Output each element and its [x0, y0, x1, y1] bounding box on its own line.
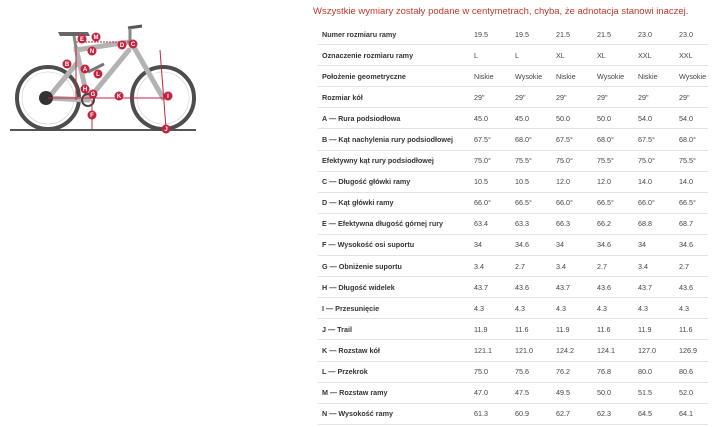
row-value: 19.5 [511, 24, 552, 45]
table-row [318, 361, 708, 382]
row-label: E — Efektywna długość górnej rury [318, 213, 470, 234]
row-value: 3.4 [552, 256, 593, 277]
row-label: I — Przesunięcie [318, 298, 470, 319]
row-value: 75.5° [675, 150, 708, 171]
row-value: 61.3 [470, 403, 511, 424]
row-value: 66.0° [634, 192, 675, 213]
row-value: 75.0° [634, 150, 675, 171]
row-value: 124.1 [593, 340, 634, 361]
row-value: 4.3 [470, 298, 511, 319]
row-value: 62.7 [552, 403, 593, 424]
row-value: 67.5° [552, 129, 593, 150]
table-row [318, 108, 708, 129]
row-label: B — Kąt nachylenia rury podsiodłowej [318, 129, 470, 150]
row-value: 121.0 [511, 340, 552, 361]
row-label: Położenie geometryczne [318, 66, 470, 87]
marker-B [63, 60, 72, 69]
row-value: 34 [470, 234, 511, 255]
row-label: M — Rozstaw ramy [318, 382, 470, 403]
row-value: 52.0 [675, 382, 708, 403]
marker-C [129, 40, 138, 49]
row-value: 34 [634, 234, 675, 255]
row-value: 66.5° [675, 192, 708, 213]
row-label: G — Obniżenie suportu [318, 256, 470, 277]
row-value: Niskie [634, 66, 675, 87]
row-value: 75.0° [552, 150, 593, 171]
svg-text:N: N [89, 49, 95, 55]
svg-text:L: L [96, 72, 100, 78]
row-value: 11.6 [675, 319, 708, 340]
row-value: 66.0° [470, 192, 511, 213]
row-value: 11.9 [552, 319, 593, 340]
row-value: 75.0° [470, 150, 511, 171]
row-value: 43.7 [634, 277, 675, 298]
table-row [318, 234, 708, 255]
row-value: 124.2 [552, 340, 593, 361]
row-value: 127.0 [634, 340, 675, 361]
row-value: 12.0 [593, 171, 634, 192]
row-value: 12.0 [552, 171, 593, 192]
table-row [318, 319, 708, 340]
row-value: 66.5° [593, 192, 634, 213]
row-value: 62.3 [593, 403, 634, 424]
table-row [318, 403, 708, 424]
svg-text:D: D [119, 43, 125, 49]
row-value: 68.7 [675, 213, 708, 234]
row-value: 68.0° [593, 129, 634, 150]
row-value: 66.2 [593, 213, 634, 234]
row-value: 43.6 [675, 277, 708, 298]
marker-F [88, 111, 97, 120]
svg-text:H: H [82, 87, 88, 93]
table-row [318, 87, 708, 108]
table-row [318, 66, 708, 87]
row-value: 49.5 [552, 382, 593, 403]
saddle [58, 32, 90, 36]
row-value: 63.3 [511, 213, 552, 234]
row-label: Numer rozmiaru ramy [318, 24, 470, 45]
row-value: 3.4 [470, 256, 511, 277]
row-value: 4.3 [511, 298, 552, 319]
row-value: 50.0 [552, 108, 593, 129]
row-value: XL [593, 45, 634, 66]
row-value: 54.0 [675, 108, 708, 129]
seatpost [74, 36, 76, 48]
row-value: 34.6 [511, 234, 552, 255]
table-row [318, 24, 708, 45]
row-label: A — Rura podsiodłowa [318, 108, 470, 129]
row-value: 23.0 [675, 24, 708, 45]
marker-A [81, 65, 90, 74]
row-value: 10.5 [511, 171, 552, 192]
row-value: 75.5° [511, 150, 552, 171]
table-row [318, 382, 708, 403]
row-value: XXL [675, 45, 708, 66]
row-label: F — Wysokość osi suportu [318, 234, 470, 255]
svg-text:K: K [116, 94, 122, 100]
table-row [318, 340, 708, 361]
svg-text:A: A [82, 67, 88, 73]
table-row [318, 256, 708, 277]
row-value: 34 [552, 234, 593, 255]
row-value: 34.6 [593, 234, 634, 255]
row-value: 43.6 [511, 277, 552, 298]
svg-text:C: C [130, 42, 136, 48]
svg-text:E: E [79, 37, 85, 43]
marker-M [92, 33, 101, 42]
table-row [318, 171, 708, 192]
row-value: 14.0 [634, 171, 675, 192]
table-row [318, 277, 708, 298]
marker-K [115, 92, 124, 101]
row-value: 2.7 [593, 256, 634, 277]
row-value: 67.5° [634, 129, 675, 150]
row-value: 10.5 [470, 171, 511, 192]
marker-L [94, 70, 103, 79]
row-value: Wysokie [593, 66, 634, 87]
svg-text:F: F [90, 113, 94, 119]
svg-text:G: G [90, 92, 96, 98]
marker-G [89, 90, 98, 99]
row-value: 63.4 [470, 213, 511, 234]
row-value: 75.0 [470, 361, 511, 382]
marker-J [162, 125, 171, 134]
row-value: 29" [511, 87, 552, 108]
row-value: 75.5° [593, 150, 634, 171]
row-value: 29" [634, 87, 675, 108]
row-label: J — Trail [318, 319, 470, 340]
svg-text:J: J [164, 127, 168, 133]
row-value: 126.9 [675, 340, 708, 361]
row-label: C — Długość główki ramy [318, 171, 470, 192]
row-value: 47.5 [511, 382, 552, 403]
svg-text:M: M [93, 35, 99, 41]
row-value: 80.0 [634, 361, 675, 382]
table-row [318, 129, 708, 150]
row-value: 76.2 [552, 361, 593, 382]
row-value: 2.7 [675, 256, 708, 277]
row-value: 23.0 [634, 24, 675, 45]
row-value: 50.0 [593, 382, 634, 403]
row-value: 50.0 [593, 108, 634, 129]
table-row [318, 150, 708, 171]
geometry-table-body [318, 24, 708, 424]
row-value: 29" [552, 87, 593, 108]
row-value: 68.0° [675, 129, 708, 150]
row-value: 43.7 [552, 277, 593, 298]
row-value: 11.9 [634, 319, 675, 340]
row-value: 11.9 [470, 319, 511, 340]
row-value: 4.3 [675, 298, 708, 319]
row-value: 19.5 [470, 24, 511, 45]
row-value: 29" [593, 87, 634, 108]
row-value: 4.3 [593, 298, 634, 319]
row-value: 4.3 [552, 298, 593, 319]
svg-text:B: B [64, 62, 70, 68]
row-value: Wysokie [675, 66, 708, 87]
measurement-notice: Wszystkie wymiary zostały podane w centymetrach, chyba, że adnotacja stanowi inaczej. [313, 6, 689, 17]
row-value: 121.1 [470, 340, 511, 361]
row-label: K — Rozstaw kół [318, 340, 470, 361]
row-label: D — Kąt główki ramy [318, 192, 470, 213]
row-value: 45.0 [511, 108, 552, 129]
row-label: Efektywny kąt rury podsiodłowej [318, 150, 470, 171]
row-value: 29" [675, 87, 708, 108]
row-value: 64.5 [634, 403, 675, 424]
table-row [318, 298, 708, 319]
row-value: 4.3 [634, 298, 675, 319]
row-value: 64.1 [675, 403, 708, 424]
row-value: 66.3 [552, 213, 593, 234]
row-value: 45.0 [470, 108, 511, 129]
row-value: 11.6 [593, 319, 634, 340]
marker-I [164, 92, 173, 101]
row-label: L — Przekrok [318, 361, 470, 382]
row-label: Oznaczenie rozmiaru ramy [318, 45, 470, 66]
row-label: N — Wysokość ramy [318, 403, 470, 424]
row-value: 66.5° [511, 192, 552, 213]
row-value: 54.0 [634, 108, 675, 129]
row-value: Wysokie [511, 66, 552, 87]
table-row [318, 213, 708, 234]
row-value: 3.4 [634, 256, 675, 277]
row-value: 60.9 [511, 403, 552, 424]
row-value: 21.5 [593, 24, 634, 45]
table-row [318, 192, 708, 213]
row-value: 67.5° [470, 129, 511, 150]
row-value: 68.8 [634, 213, 675, 234]
marker-E [78, 35, 87, 44]
row-value: 29" [470, 87, 511, 108]
row-value: 47.0 [470, 382, 511, 403]
row-value: XL [552, 45, 593, 66]
geometry-table [318, 24, 708, 425]
row-value: XXL [634, 45, 675, 66]
row-value: 43.7 [470, 277, 511, 298]
row-value: 2.7 [511, 256, 552, 277]
row-value: L [470, 45, 511, 66]
row-value: 80.6 [675, 361, 708, 382]
marker-N [88, 47, 97, 56]
row-value: 76.8 [593, 361, 634, 382]
row-label: Rozmiar kół [318, 87, 470, 108]
row-value: L [511, 45, 552, 66]
row-value: 34.6 [675, 234, 708, 255]
row-value: 14.0 [675, 171, 708, 192]
row-value: 66.0° [552, 192, 593, 213]
svg-text:I: I [167, 94, 169, 100]
row-value: 11.6 [511, 319, 552, 340]
row-value: 21.5 [552, 24, 593, 45]
row-value: Niskie [470, 66, 511, 87]
table-row [318, 45, 708, 66]
row-value: Niskie [552, 66, 593, 87]
bike-geometry-diagram [6, 20, 206, 140]
marker-D [118, 41, 127, 50]
marker-H [81, 85, 90, 94]
row-value: 68.0° [511, 129, 552, 150]
row-value: 51.5 [634, 382, 675, 403]
row-value: 75.6 [511, 361, 552, 382]
row-value: 43.6 [593, 277, 634, 298]
row-label: H — Długość widelek [318, 277, 470, 298]
handlebar [128, 26, 142, 28]
